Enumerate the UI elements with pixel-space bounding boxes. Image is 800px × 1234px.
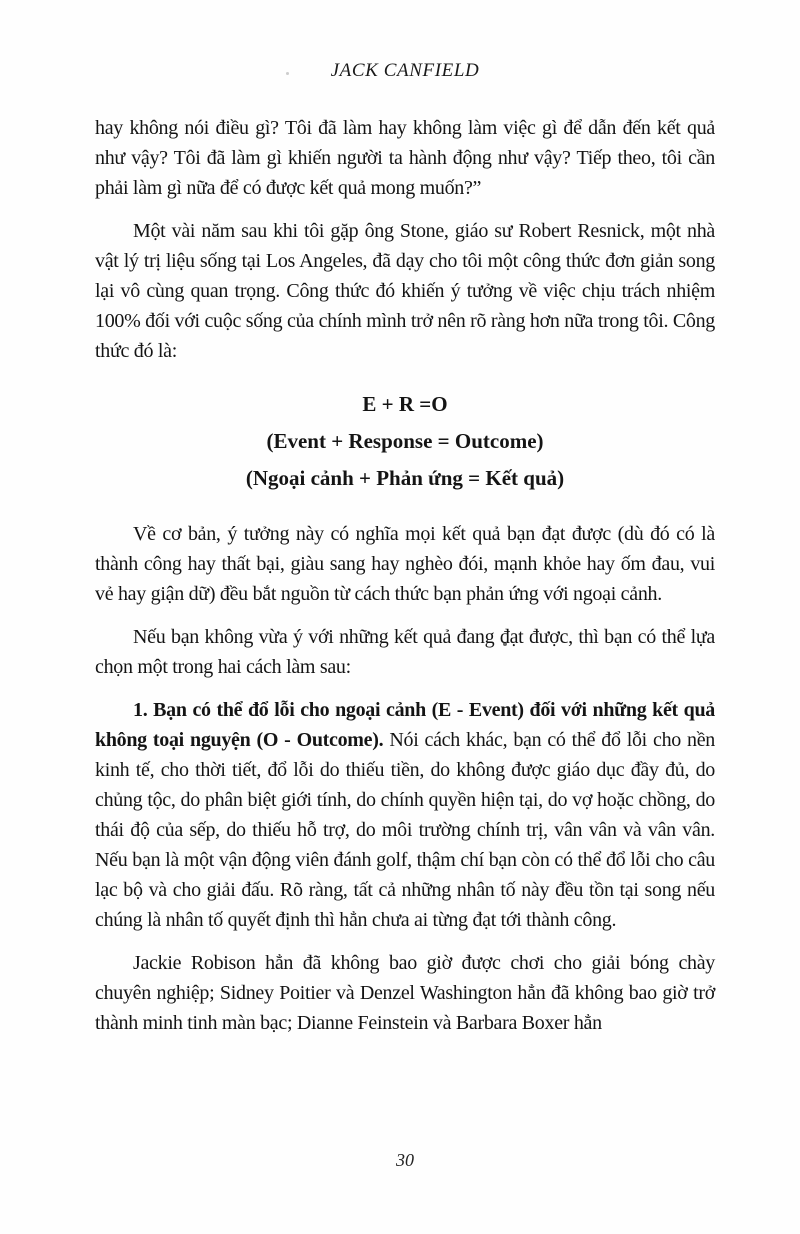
formula-block xyxy=(95,386,715,497)
paragraph-stone-story: Một vài năm sau khi tôi gặp ông Stone, giáo sư Robert Resnick, một nhà vật lý trị liệu sống tại Los Angeles, đã dạy cho tôi một công thức đơn giản song lại vô cùng quan trọng. Công thức đó khiến ý tưởng về việc chịu trách nhiệm 100% đối với cuộc sống của chính mình trở nên rõ ràng hơn nữa trong tôi. Công thức đó là: xyxy=(95,220,715,362)
numbered-item-body: Nói cách khác, bạn có thể đổ lỗi cho nền kinh tế, cho thời tiết, đổ lỗi do thiếu tiền, do không được giáo dục đầy đủ, do chủng tộc, do phân biệt giới tính, do chính quyền hiện tại, do vợ hoặc chồng, do thái độ của sếp, do thiếu hỗ trợ, do môi trường chính trị, vân vân và vân vân. Nếu bạn là một vận động viên đánh golf, thậm chí bạn còn có thể đổ lỗi cho câu lạc bộ và cho giải đấu. Rõ ràng, tất cả những nhân tố này đều tồn tại song nếu chúng là nhân tố quyết định thì hẳn chưa ai từng đạt tới thành công. xyxy=(95,729,716,931)
paragraph-examples: Jackie Robison hẳn đã không bao giờ được chơi cho giải bóng chày chuyên nghiệp; Sidney Poitier và Denzel Washington hẳn đã không bao giờ trở thành minh tinh màn bạc; Dianne Feinstein và Barbara Boxer hẳn xyxy=(95,952,715,1034)
paragraph-two-choices: Nếu bạn không vừa ý với những kết quả đang đạt được, thì bạn có thể lựa chọn một trong hai cách làm sau: xyxy=(95,626,715,678)
formula-line-equation: E + R =O xyxy=(362,392,448,416)
running-header: JACK CANFIELD xyxy=(330,60,480,81)
page-number: 30 xyxy=(396,1150,414,1170)
formula-line-english: (Event + Response = Outcome) xyxy=(266,429,544,453)
page-body xyxy=(95,113,715,1038)
paragraph-explanation: Về cơ bản, ý tưởng này có nghĩa mọi kết quả bạn đạt được (dù đó có là thành công hay thất bại, giàu sang hay nghèo đói, mạnh khỏe hay ốm đau, vui vẻ hay giận dữ) đều bắt nguồn từ cách thức bạn phản ứng với ngoại cảnh. xyxy=(95,523,715,605)
scan-speck xyxy=(286,72,289,75)
paragraph-numbered-item-1 xyxy=(95,695,715,935)
paragraph-continuation: hay không nói điều gì? Tôi đã làm hay không làm việc gì để dẫn đến kết quả như vậy? Tôi đã làm gì khiến người ta hành động như vậy? Tiếp theo, tôi cần phải làm gì nữa để có được kết quả mong muốn?” xyxy=(95,117,715,199)
numbered-item-lead: 1. Bạn có thể đổ lỗi cho ngoại cảnh (E - Event) đối với những kết quả không toại nguyện (O - Outcome). xyxy=(95,699,715,751)
formula-line-vietnamese: (Ngoại cảnh + Phản ứng = Kết quả) xyxy=(245,466,565,490)
